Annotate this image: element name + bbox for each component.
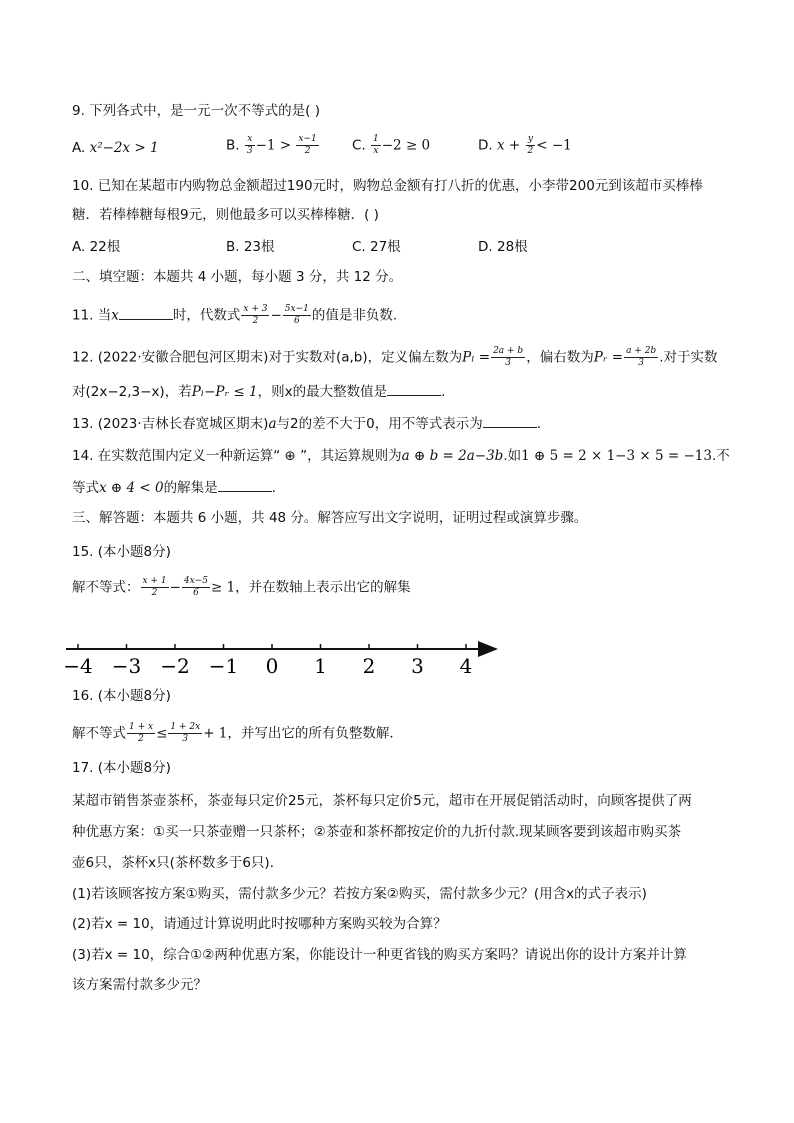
q17-subquestion-2: (2)若x = 10，请通过计算说明此时按哪种方案购买较为合算？ [72, 916, 447, 932]
q17-heading: 17. (本小题8分) [72, 760, 171, 776]
q17-paragraph-line1: 某超市销售茶壶茶杯，茶壶每只定价25元，茶杯每只定价5元，超市在开展促销活动时，向顾客提供了两 [72, 793, 692, 809]
number-line [60, 632, 510, 682]
q14-line2: 等式x ⊕ 4 < 0的解集是 . [72, 477, 276, 498]
number-line-tick-label: −3 [111, 654, 142, 678]
q10-option-b[interactable]: B. 23根 [226, 239, 275, 255]
q17-subquestion-1: (1)若该顾客按方案①购买，需付款多少元？若按方案②购买，需付款多少元？(用含x的式子表示) [72, 886, 647, 902]
number-line-tick-label: −1 [208, 654, 239, 678]
number-line-tick-label: 0 [265, 654, 279, 678]
q9-option-b[interactable]: B. $\frac{x}{3}$ −1 > $\frac{x-1}{2}$ [226, 134, 317, 156]
q17-paragraph-line3: 壶6只，茶杯x只(茶杯数多于6只)． [72, 855, 284, 871]
q13: 13. (2023·吉林长春宽城区期末)a与2的差不大于0，用不等式表示为 . [72, 413, 541, 434]
q14-answer-blank[interactable] [218, 477, 272, 492]
q16-statement: 解不等式 $\frac{1 + x}{2}$ ≤ $\frac{1 + 2x}{3}$ + 1，并写出它的所有负整数解． [72, 722, 403, 744]
q15-heading: 15. (本小题8分) [72, 544, 171, 560]
q14-line1: 14. 在实数范围内定义一种新运算“ ⊕ ”，其运算规则为a ⊕ b = 2a−3b.如1 ⊕ 5 = 2 × 1−3 × 5 = −13.不 [72, 448, 730, 464]
q15-statement: 解不等式： $\frac{x + 1}{2}$ − $\frac{4x-5}{6}$ ≥ 1，并在数轴上表示出它的解集 [72, 576, 411, 598]
section-solve-heading: 三、解答题：本题共 6 小题，共 48 分。解答应写出文字说明，证明过程或演算步骤。 [72, 510, 588, 526]
q12-answer-blank[interactable] [387, 381, 441, 396]
number-line-arrow-icon [478, 641, 498, 657]
q9-option-a[interactable]: A. x²−2x > 1 [72, 140, 159, 156]
q10-option-d[interactable]: D. 28根 [478, 239, 528, 255]
q9-option-c[interactable]: C. $\frac{1}{x}$ −2 ≥ 0 [352, 134, 431, 156]
q17-paragraph-line2: 种优惠方案：①买一只茶壶赠一只茶杯；②茶壶和茶杯都按定价的九折付款.现某顾客要到该超市购买茶 [72, 824, 681, 840]
number-line-tick-label: −4 [63, 654, 93, 678]
number-line-tick-label: 4 [459, 654, 473, 678]
q11-answer-blank[interactable] [119, 305, 173, 320]
q17-subquestion-3-line2: 该方案需付款多少元？ [72, 977, 207, 993]
number-line-tick-label: −2 [160, 654, 190, 678]
q12-line2: 对(2x−2,3−x)，若Pₗ−Pᵣ ≤ 1，则x的最大整数值是 . [72, 381, 445, 402]
section-fill-in-heading: 二、填空题：本题共 4 小题，每小题 3 分，共 12 分。 [72, 269, 403, 285]
q13-answer-blank[interactable] [483, 413, 537, 428]
q12-line1: 12. (2022·安徽合肥包河区期末)对于实数对(a,b)，定义偏左数为Pₗ = $\frac{2a + b}{3}$ ，偏右数为Pᵣ = $\frac{a + 2b}{3}$ .对于实数 [72, 346, 718, 368]
q16-heading: 16. (本小题8分) [72, 688, 171, 704]
q11: 11. 当x 时，代数式 $\frac{x + 3}{2}$ − $\frac{5x-1}{6}$ 的值是非负数. [72, 304, 398, 326]
q17-subquestion-3-line1: (3)若x = 10，综合①②两种优惠方案，你能设计一种更省钱的购买方案吗？请说出你的设计方案并计算 [72, 947, 687, 963]
q9-stem: 9. 下列各式中，是一元一次不等式的是( ) [72, 103, 320, 119]
number-line-tick-label: 1 [314, 654, 327, 678]
q10-line1: 10. 已知在某超市内购物总金额超过190元时，购物总金额有打八折的优惠，小李带200元到该超市买棒棒 [72, 178, 703, 194]
q10-line2: 糖．若棒棒糖每根9元，则他最多可以买棒棒糖．( ) [72, 207, 379, 223]
q10-option-a[interactable]: A. 22根 [72, 239, 121, 255]
q10-option-c[interactable]: C. 27根 [352, 239, 401, 255]
number-line-tick-label: 3 [411, 654, 424, 678]
number-line-tick-label: 2 [362, 654, 376, 678]
q9-option-d[interactable]: D. x + $\frac{y}{2}$ < −1 [478, 134, 572, 156]
